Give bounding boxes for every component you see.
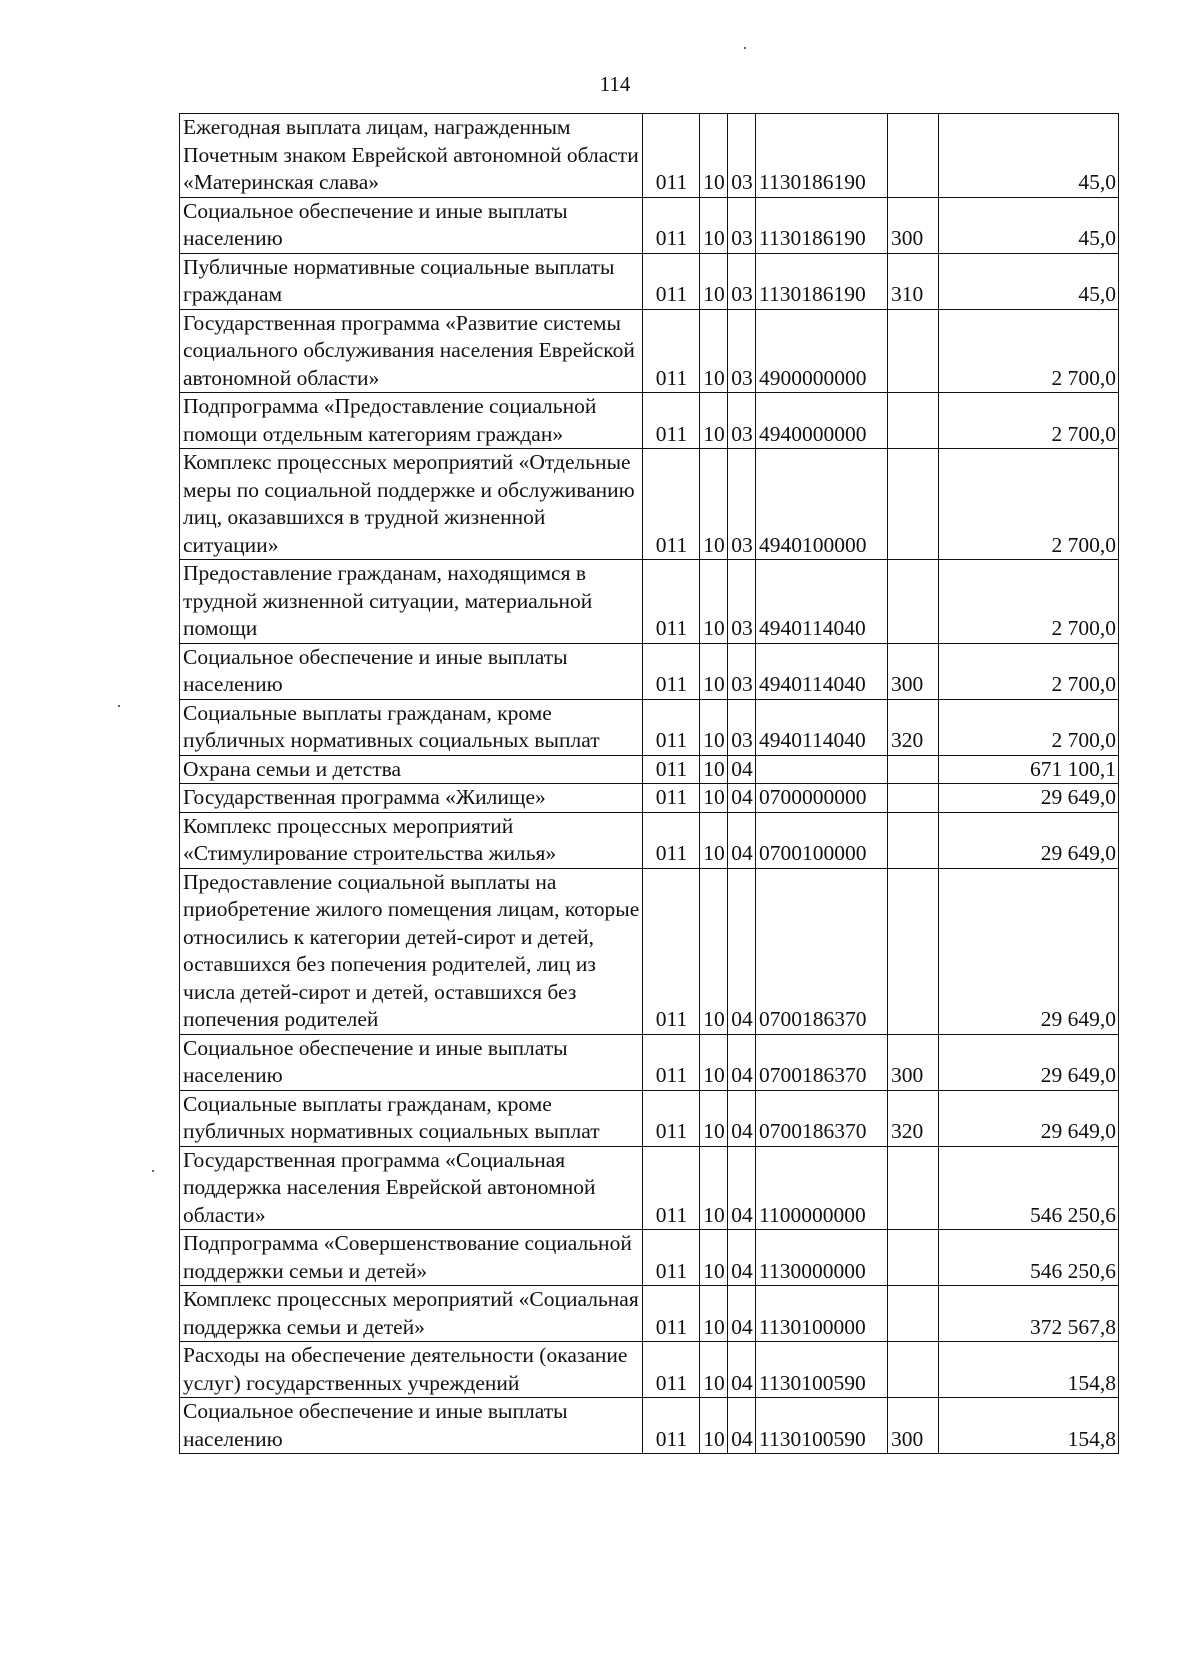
row-code: 011	[643, 1090, 700, 1146]
row-amount: 45,0	[939, 253, 1119, 309]
row-subsection: 03	[728, 699, 756, 755]
row-amount: 2 700,0	[939, 393, 1119, 449]
row-name: Ежегодная выплата лицам, награжденным Почетным знаком Еврейской автономной области «Материнская слава»	[180, 114, 643, 198]
row-subsection: 04	[728, 1146, 756, 1230]
row-section: 10	[700, 755, 728, 784]
row-section: 10	[700, 812, 728, 868]
table-row	[180, 868, 1119, 1034]
row-expense-type: 320	[888, 699, 939, 755]
row-target-article: 1130186190	[756, 114, 888, 198]
row-code: 011	[643, 449, 700, 560]
table-row	[180, 1342, 1119, 1398]
row-section: 10	[700, 1146, 728, 1230]
row-expense-type	[888, 1342, 939, 1398]
table-row	[180, 1398, 1119, 1454]
row-name: Социальное обеспечение и иные выплаты населению	[180, 197, 643, 253]
row-code: 011	[643, 868, 700, 1034]
row-expense-type	[888, 1230, 939, 1286]
row-code: 011	[643, 114, 700, 198]
row-subsection: 04	[728, 1286, 756, 1342]
row-amount: 29 649,0	[939, 784, 1119, 813]
row-expense-type	[888, 114, 939, 198]
row-amount: 671 100,1	[939, 755, 1119, 784]
table-row	[180, 253, 1119, 309]
row-target-article: 1130000000	[756, 1230, 888, 1286]
scan-speck	[118, 705, 120, 707]
row-expense-type: 320	[888, 1090, 939, 1146]
row-amount: 29 649,0	[939, 868, 1119, 1034]
table-row	[180, 1034, 1119, 1090]
row-amount: 154,8	[939, 1398, 1119, 1454]
row-code: 011	[643, 560, 700, 644]
table-row	[180, 1090, 1119, 1146]
row-expense-type	[888, 560, 939, 644]
row-subsection: 03	[728, 643, 756, 699]
scan-speck	[152, 1170, 154, 1172]
row-section: 10	[700, 253, 728, 309]
row-code: 011	[643, 784, 700, 813]
row-section: 10	[700, 643, 728, 699]
table-row	[180, 784, 1119, 813]
row-subsection: 03	[728, 253, 756, 309]
row-section: 10	[700, 449, 728, 560]
row-expense-type: 310	[888, 253, 939, 309]
row-name: Публичные нормативные социальные выплаты гражданам	[180, 253, 643, 309]
row-expense-type: 300	[888, 1034, 939, 1090]
row-code: 011	[643, 1398, 700, 1454]
row-amount: 45,0	[939, 197, 1119, 253]
row-section: 10	[700, 1398, 728, 1454]
row-amount: 546 250,6	[939, 1230, 1119, 1286]
row-target-article	[756, 755, 888, 784]
row-target-article: 0700186370	[756, 868, 888, 1034]
row-target-article: 0700186370	[756, 1090, 888, 1146]
page-number: 114	[599, 72, 631, 96]
row-name: Государственная программа «Социальная поддержка населения Еврейской автономной области»	[180, 1146, 643, 1230]
budget-table	[179, 113, 1119, 1454]
row-name: Комплекс процессных мероприятий «Стимулирование строительства жилья»	[180, 812, 643, 868]
row-amount: 2 700,0	[939, 309, 1119, 393]
row-target-article: 1130100590	[756, 1342, 888, 1398]
row-subsection: 03	[728, 393, 756, 449]
row-expense-type	[888, 755, 939, 784]
row-target-article: 1130186190	[756, 197, 888, 253]
row-name: Социальные выплаты гражданам, кроме публичных нормативных социальных выплат	[180, 1090, 643, 1146]
row-expense-type	[888, 1286, 939, 1342]
row-code: 011	[643, 812, 700, 868]
row-amount: 29 649,0	[939, 1034, 1119, 1090]
table-row	[180, 197, 1119, 253]
row-code: 011	[643, 197, 700, 253]
row-name: Социальное обеспечение и иные выплаты населению	[180, 643, 643, 699]
table-row	[180, 755, 1119, 784]
row-section: 10	[700, 784, 728, 813]
row-name: Комплекс процессных мероприятий «Отдельные меры по социальной поддержке и обслуживанию лиц, оказавшихся в трудной жизненной ситуации»	[180, 449, 643, 560]
row-amount: 2 700,0	[939, 560, 1119, 644]
row-section: 10	[700, 868, 728, 1034]
table-row	[180, 449, 1119, 560]
row-subsection: 04	[728, 868, 756, 1034]
table-row	[180, 1230, 1119, 1286]
row-expense-type	[888, 812, 939, 868]
row-code: 011	[643, 253, 700, 309]
row-target-article: 4940114040	[756, 560, 888, 644]
table-row	[180, 560, 1119, 644]
row-subsection: 03	[728, 197, 756, 253]
row-target-article: 4940114040	[756, 699, 888, 755]
row-name: Социальные выплаты гражданам, кроме публичных нормативных социальных выплат	[180, 699, 643, 755]
row-target-article: 4900000000	[756, 309, 888, 393]
row-target-article: 4940114040	[756, 643, 888, 699]
row-expense-type	[888, 784, 939, 813]
table-row	[180, 393, 1119, 449]
row-amount: 372 567,8	[939, 1286, 1119, 1342]
row-code: 011	[643, 309, 700, 393]
row-amount: 2 700,0	[939, 699, 1119, 755]
table-body	[180, 114, 1119, 1454]
row-section: 10	[700, 1034, 728, 1090]
row-name: Государственная программа «Жилище»	[180, 784, 643, 813]
row-target-article: 0700000000	[756, 784, 888, 813]
row-expense-type: 300	[888, 197, 939, 253]
row-expense-type	[888, 1146, 939, 1230]
table-row	[180, 699, 1119, 755]
row-code: 011	[643, 393, 700, 449]
row-subsection: 03	[728, 449, 756, 560]
row-section: 10	[700, 1342, 728, 1398]
row-name: Подпрограмма «Предоставление социальной помощи отдельным категориям граждан»	[180, 393, 643, 449]
table-row	[180, 812, 1119, 868]
row-subsection: 04	[728, 1090, 756, 1146]
row-target-article: 1130186190	[756, 253, 888, 309]
row-subsection: 04	[728, 784, 756, 813]
row-expense-type: 300	[888, 1398, 939, 1454]
row-name: Охрана семьи и детства	[180, 755, 643, 784]
row-section: 10	[700, 1090, 728, 1146]
table-row	[180, 643, 1119, 699]
row-section: 10	[700, 393, 728, 449]
row-code: 011	[643, 1230, 700, 1286]
row-subsection: 03	[728, 560, 756, 644]
row-name: Предоставление социальной выплаты на приобретение жилого помещения лицам, которые относились к категории детей-сирот и детей, оставшихся без попечения родителей, лиц из числа детей-сирот и детей, оставшихся без попечения родителей	[180, 868, 643, 1034]
row-subsection: 03	[728, 114, 756, 198]
row-subsection: 04	[728, 1398, 756, 1454]
row-code: 011	[643, 1286, 700, 1342]
row-target-article: 4940100000	[756, 449, 888, 560]
row-code: 011	[643, 643, 700, 699]
row-code: 011	[643, 755, 700, 784]
row-name: Комплекс процессных мероприятий «Социальная поддержка семьи и детей»	[180, 1286, 643, 1342]
table-row	[180, 309, 1119, 393]
row-amount: 29 649,0	[939, 812, 1119, 868]
row-expense-type	[888, 449, 939, 560]
row-code: 011	[643, 1146, 700, 1230]
row-amount: 154,8	[939, 1342, 1119, 1398]
row-expense-type	[888, 393, 939, 449]
row-amount: 546 250,6	[939, 1146, 1119, 1230]
table-row	[180, 1146, 1119, 1230]
row-target-article: 1130100000	[756, 1286, 888, 1342]
row-target-article: 0700186370	[756, 1034, 888, 1090]
row-subsection: 03	[728, 309, 756, 393]
row-subsection: 04	[728, 1034, 756, 1090]
scan-speck	[744, 47, 746, 49]
row-target-article: 4940000000	[756, 393, 888, 449]
row-code: 011	[643, 699, 700, 755]
row-name: Подпрограмма «Совершенствование социальной поддержки семьи и детей»	[180, 1230, 643, 1286]
row-subsection: 04	[728, 755, 756, 784]
row-amount: 29 649,0	[939, 1090, 1119, 1146]
row-section: 10	[700, 1286, 728, 1342]
table-row	[180, 1286, 1119, 1342]
row-target-article: 1130100590	[756, 1398, 888, 1454]
row-section: 10	[700, 1230, 728, 1286]
table-row	[180, 114, 1119, 198]
row-code: 011	[643, 1342, 700, 1398]
row-amount: 45,0	[939, 114, 1119, 198]
row-target-article: 0700100000	[756, 812, 888, 868]
row-name: Государственная программа «Развитие системы социального обслуживания населения Еврейской автономной области»	[180, 309, 643, 393]
row-amount: 2 700,0	[939, 449, 1119, 560]
row-subsection: 04	[728, 1230, 756, 1286]
row-name: Социальное обеспечение и иные выплаты населению	[180, 1034, 643, 1090]
row-subsection: 04	[728, 812, 756, 868]
row-name: Социальное обеспечение и иные выплаты населению	[180, 1398, 643, 1454]
row-section: 10	[700, 114, 728, 198]
row-name: Предоставление гражданам, находящимся в трудной жизненной ситуации, материальной помощи	[180, 560, 643, 644]
row-name: Расходы на обеспечение деятельности (оказание услуг) государственных учреждений	[180, 1342, 643, 1398]
row-code: 011	[643, 1034, 700, 1090]
row-subsection: 04	[728, 1342, 756, 1398]
row-expense-type	[888, 868, 939, 1034]
row-section: 10	[700, 197, 728, 253]
row-section: 10	[700, 699, 728, 755]
row-section: 10	[700, 560, 728, 644]
row-expense-type	[888, 309, 939, 393]
row-expense-type: 300	[888, 643, 939, 699]
row-section: 10	[700, 309, 728, 393]
row-amount: 2 700,0	[939, 643, 1119, 699]
row-target-article: 1100000000	[756, 1146, 888, 1230]
